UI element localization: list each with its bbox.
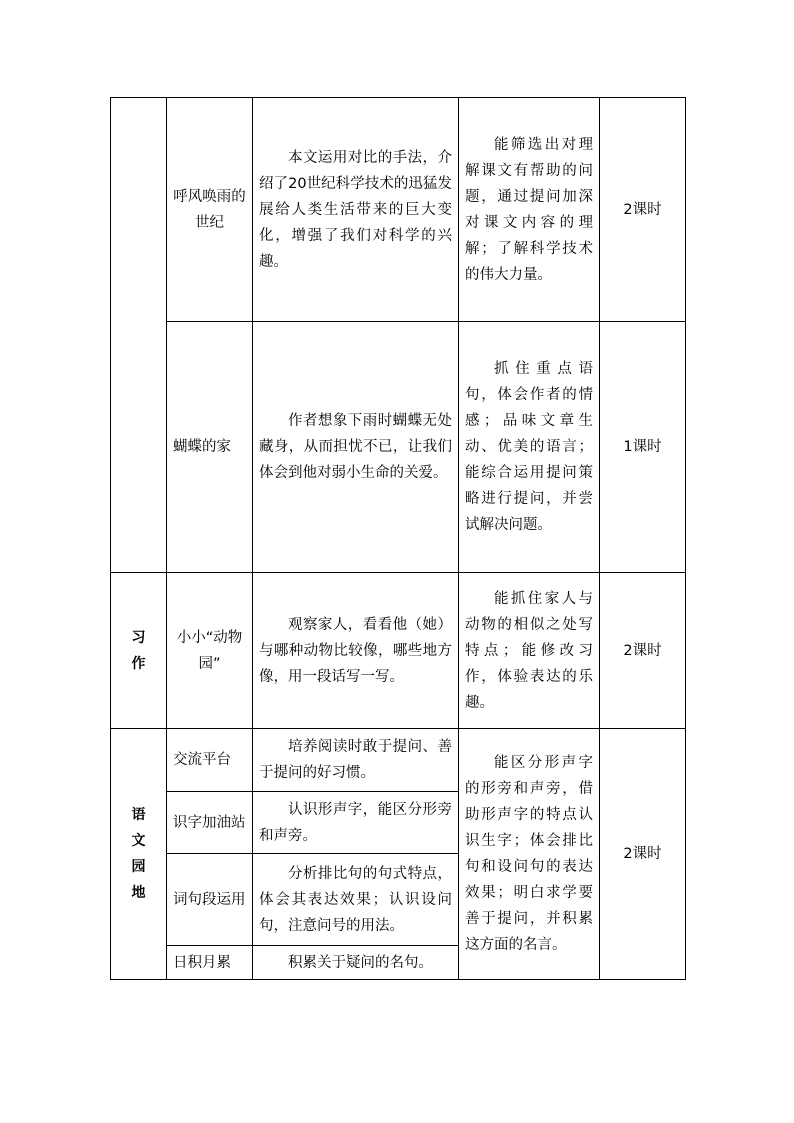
lesson-plan-table — [110, 97, 686, 980]
lesson-content: 观察家人，看看他（她）与哪种动物比较像，哪些地方像，用一段话写一写。 — [253, 573, 459, 729]
lesson-goal: 能筛选出对理解课文有帮助的问题，通过提问加深对课文内容的理解；了解科学技术的伟大力量。 — [459, 98, 600, 322]
garden-goal: 能区分形声字的形旁和声旁，借助形声字的特点认识生字；体会排比句和设问句的表达效果；明白求学要善于提问，并积累这方面的名言。 — [459, 729, 600, 980]
category-cell — [111, 729, 167, 980]
category-cell — [111, 573, 167, 729]
lesson-title: 小小“动物园” — [167, 573, 253, 729]
lesson-content: 本文运用对比的手法，介绍了20世纪科学技术的迅猛发展给人类生活带来的巨大变化，增强了我们对科学的兴趣。 — [253, 98, 459, 322]
lesson-title: 蝴蝶的家 — [167, 322, 253, 573]
item-title: 识字加油站 — [167, 792, 253, 854]
item-title: 词句段运用 — [167, 854, 253, 946]
item-title: 日积月累 — [167, 946, 253, 980]
lesson-content: 作者想象下雨时蝴蝶无处藏身，从而担忧不已，让我们体会到他对弱小生命的关爱。 — [253, 322, 459, 573]
item-title: 交流平台 — [167, 729, 253, 792]
lesson-hours: 2课时 — [600, 98, 686, 322]
lesson-goal: 能抓住家人与动物的相似之处写特点；能修改习作，体验表达的乐趣。 — [459, 573, 600, 729]
lesson-hours: 1课时 — [600, 322, 686, 573]
category-label: 语文园地 — [131, 807, 146, 901]
table-row — [111, 322, 686, 573]
table-row — [111, 98, 686, 322]
table-row — [111, 573, 686, 729]
item-content: 分析排比句的句式特点，体会其表达效果；认识设问句，注意问号的用法。 — [253, 854, 459, 946]
category-cell-empty — [111, 98, 167, 573]
table-row — [111, 729, 686, 792]
garden-hours: 2课时 — [600, 729, 686, 980]
lesson-hours: 2课时 — [600, 573, 686, 729]
item-content: 培养阅读时敢于提问、善于提问的好习惯。 — [253, 729, 459, 792]
item-content: 认识形声字，能区分形旁和声旁。 — [253, 792, 459, 854]
lesson-goal: 抓住重点语句，体会作者的情感；品味文章生动、优美的语言；能综合运用提问策略进行提问，并尝试解决问题。 — [459, 322, 600, 573]
category-label: 习作 — [131, 629, 146, 672]
lesson-title: 呼风唤雨的世纪 — [167, 98, 253, 322]
item-content: 积累关于疑问的名句。 — [253, 946, 459, 980]
